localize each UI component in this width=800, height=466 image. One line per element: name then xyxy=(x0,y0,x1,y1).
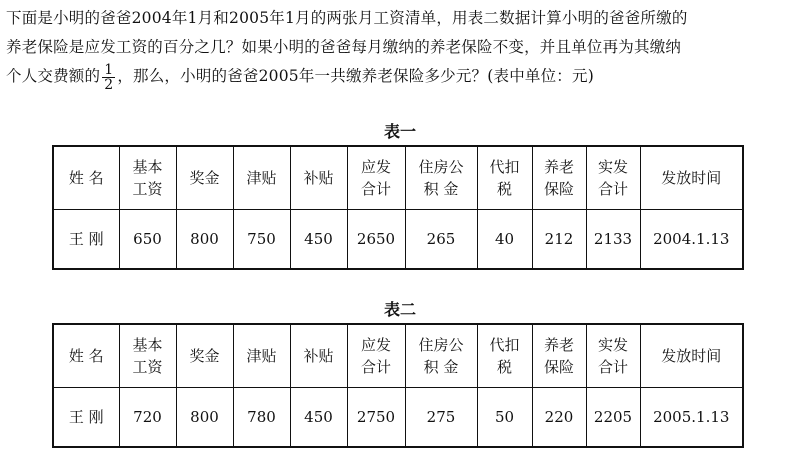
cell-base-salary: 720 xyxy=(119,388,176,448)
cell-gross-total: 2650 xyxy=(347,210,405,270)
header-pay-date: 发放时间 xyxy=(640,324,743,388)
cell-withheld-tax: 40 xyxy=(477,210,532,270)
table1-header-row xyxy=(53,146,743,210)
header-allowance: 津贴 xyxy=(233,146,290,210)
cell-pension: 212 xyxy=(532,210,586,270)
header-pension: 养老 保险 xyxy=(532,324,586,388)
problem-line-3 xyxy=(6,62,796,92)
header-net-total: 实发 合计 xyxy=(586,146,640,210)
header-housing-fund: 住房公 积 金 xyxy=(405,146,477,210)
header-allowance: 津贴 xyxy=(233,324,290,388)
cell-name: 王 刚 xyxy=(53,210,119,270)
fraction-one-half xyxy=(102,63,115,92)
header-base-salary: 基本 工资 xyxy=(119,146,176,210)
cell-name: 王 刚 xyxy=(53,388,119,448)
wage-table-1 xyxy=(52,145,744,270)
header-name: 姓 名 xyxy=(53,146,119,210)
header-housing-fund: 住房公 积 金 xyxy=(405,324,477,388)
header-subsidy: 补贴 xyxy=(290,146,347,210)
problem-line-3-start: 个人交费额的 xyxy=(6,67,101,85)
cell-gross-total: 2750 xyxy=(347,388,405,448)
wage-table-2 xyxy=(52,323,744,448)
header-pension: 养老 保险 xyxy=(532,146,586,210)
cell-base-salary: 650 xyxy=(119,210,176,270)
header-gross-total: 应发 合计 xyxy=(347,324,405,388)
table1-title: 表一 xyxy=(383,122,416,141)
header-name: 姓 名 xyxy=(53,324,119,388)
fraction-numerator: 1 xyxy=(104,61,114,78)
table2-title: 表二 xyxy=(383,300,416,319)
cell-net-total: 2205 xyxy=(586,388,640,448)
problem-line-3-end: ，那么，小明的爸爸2005年一共缴养老保险多少元？(表中单位：元) xyxy=(117,67,594,85)
table2-header-row xyxy=(53,324,743,388)
cell-pay-date: 2004.1.13 xyxy=(640,210,743,270)
header-bonus: 奖金 xyxy=(176,146,233,210)
cell-allowance: 750 xyxy=(233,210,290,270)
fraction-denominator: 2 xyxy=(104,76,114,93)
header-withheld-tax: 代扣 税 xyxy=(477,146,532,210)
cell-net-total: 2133 xyxy=(586,210,640,270)
problem-line-2: 养老保险是应发工资的百分之几？如果小明的爸爸每月缴纳的养老保险不变，并且单位再为其缴纳 xyxy=(6,38,682,56)
cell-allowance: 780 xyxy=(233,388,290,448)
cell-withheld-tax: 50 xyxy=(477,388,532,448)
header-base-salary: 基本 工资 xyxy=(119,324,176,388)
cell-pension: 220 xyxy=(532,388,586,448)
header-net-total: 实发 合计 xyxy=(586,324,640,388)
header-subsidy: 补贴 xyxy=(290,324,347,388)
table-row xyxy=(53,210,743,270)
cell-subsidy: 450 xyxy=(290,388,347,448)
cell-subsidy: 450 xyxy=(290,210,347,270)
problem-line-1: 下面是小明的爸爸2004年1月和2005年1月的两张月工资清单，用表二数据计算小明的爸爸所缴的 xyxy=(6,9,688,27)
cell-housing-fund: 275 xyxy=(405,388,477,448)
table-row xyxy=(53,388,743,448)
header-gross-total: 应发 合计 xyxy=(347,146,405,210)
cell-pay-date: 2005.1.13 xyxy=(640,388,743,448)
header-withheld-tax: 代扣 税 xyxy=(477,324,532,388)
header-bonus: 奖金 xyxy=(176,324,233,388)
cell-housing-fund: 265 xyxy=(405,210,477,270)
problem-text xyxy=(6,4,796,92)
header-pay-date: 发放时间 xyxy=(640,146,743,210)
cell-bonus: 800 xyxy=(176,388,233,448)
cell-bonus: 800 xyxy=(176,210,233,270)
